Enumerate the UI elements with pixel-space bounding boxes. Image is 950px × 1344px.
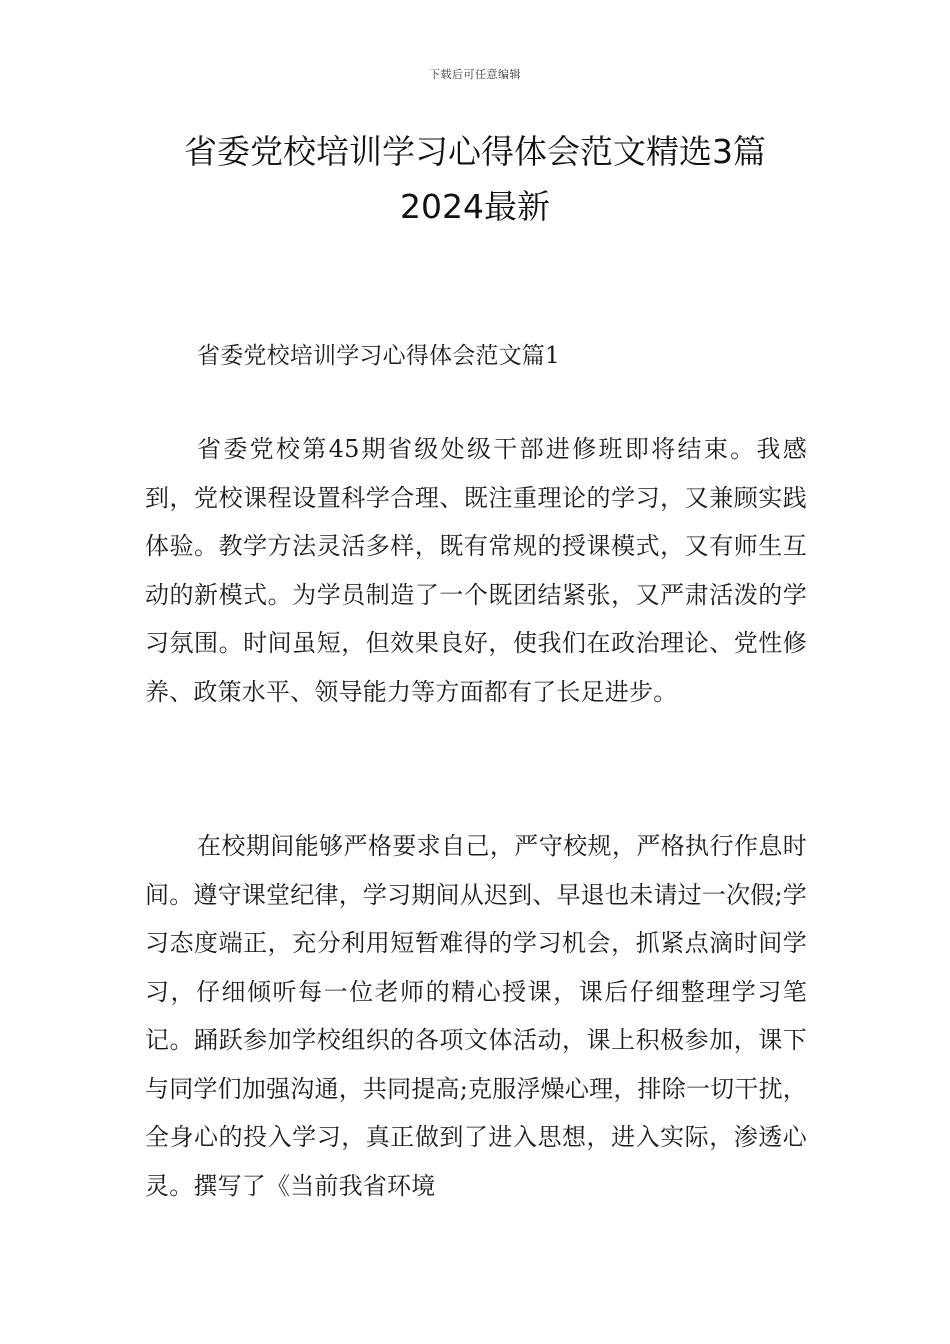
title-line-2: 2024最新 — [400, 187, 550, 226]
section-heading: 省委党校培训学习心得体会范文篇1 — [197, 343, 560, 369]
paragraph-2: 在校期间能够严格要求自己，严守校规，严格执行作息时间。遵守课堂纪律，学习期间从迟到、早退也未请过一次假;学习态度端正，充分利用短暂难得的学习机会，抓紧点滴时间学习，仔细倾听每一位老师的精心授课，课后仔细整理学习笔记。踊跃参加学校组织的各项文体活动，课上积极参加，课下与同学们加强沟通，共同提高;克服浮燥心理，排除一切干扰，全身心的投入学习，真正做到了进入思想，进入实际，渗透心灵。撰写了《当前我省环境 — [145, 832, 807, 1200]
header-note: 下载后可任意编辑 — [429, 68, 521, 81]
title-line-1: 省委党校培训学习心得体会范文精选3篇 — [184, 132, 766, 171]
document-title — [80, 124, 870, 234]
paragraph-1: 省委党校第45期省级处级干部进修班即将结束。我感到，党校课程设置科学合理、既注重理论的学习，又兼顾实践体验。教学方法灵活多样，既有常规的授课模式，又有师生互动的新模式。为学员制造了一个既团结紧张，又严肃活泼的学习氛围。时间虽短，但效果良好，使我们在政治理论、党性修养、政策水平、领导能力等方面都有了长足进步。 — [145, 435, 807, 706]
